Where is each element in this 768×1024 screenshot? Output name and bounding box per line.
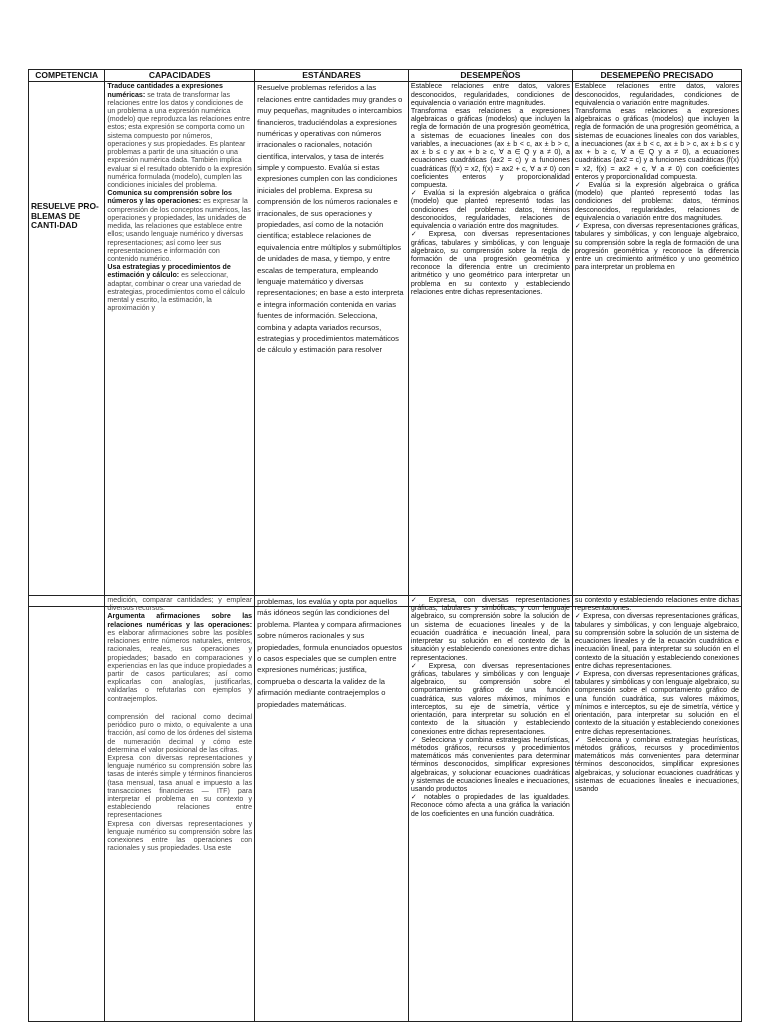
capacidad-body: comprensión del racional como decimal periódico puro o mixto, o equivalente a una fracción, así como de los órdenes del sistema de numeración decimal y cómo este determina el valor posicional de las cifras.	[107, 712, 253, 754]
desempenos-text	[411, 82, 570, 486]
header-desempenos: DESEMPEÑOS	[408, 70, 572, 82]
capacidad-body: Expresa con diversas representaciones y lenguaje numérico su comprensión sobre las tasas de interés simple y términos financieros (tasa mensual, tasa anual e impuesto a las transacciones financieras — ITF) para interpretar el problema en su contexto y estableciendo relaciones entre representaciones	[107, 753, 253, 820]
desempeno-item: Transforma esas relaciones a expresiones algebraicas o gráficas (modelos) que incluyen la regla de formación de una progresión geométrica, a sistemas de ecuaciones lineales con dos variables, a inecuaciones (ax ± b < c, ax ± b > c, ax ± b ≤ c y ax + b ≥ c, ∀ a ∈ Q y a ≠ 0), a ecuaciones cuadráticas (ax2 = c) y a funciones cuadráticas (f(x) = x2, f(x) = ax2 + c, ∀ a ≠ 0) con coeficientes enteros y proporcionalidad compuesta.	[410, 107, 570, 189]
precisado-text	[575, 82, 739, 486]
desempeno-item-checked: ✓ Expresa, con diversas representaciones gráficas, tabulares y simbólicas, y con lenguaje algebraico, su comprensión sobre la solución de un sistema de ecuaciones lineales y de la ecuación cuadrática e inecuación lineal, para interpretar su solución en el contexto de la situación y estableciendo conexiones entre dichas representaciones.	[411, 596, 570, 662]
table-row	[29, 82, 742, 607]
precisado-text	[575, 596, 739, 1021]
competencia-cell	[29, 596, 105, 1022]
desempenos-cell	[408, 82, 572, 607]
capacidad-title: Usa estrategias y procedimientos de estimación y cálculo:	[107, 263, 231, 280]
precisado-item-checked: ✓ Expresa, con diversas representaciones gráficas, tabulares y simbólicas, y con lenguaje algebraico, su comprensión sobre la regla de formación de una progresión geométrica y reconoce la diferencia entre un crecimiento aritmético y uno geométrico para interpretar un problema en	[575, 222, 739, 271]
capacidad-body: se trata de transformar las relaciones entre los datos y condiciones de un problema a una expresión numérica (modelo) que reproduzca las relaciones entre estos; esta expresión se comporta como un sistema compuesto por números, operaciones y sus propiedades. Es plantear problemas a partir de una situación o una expresión numérica dada. También implica evaluar si el resultado obtenido o la expresión numérica formulada (modelo), cumplen las condiciones iniciales del problema.	[107, 90, 252, 189]
capacidad-body: es seleccionar, adaptar, combinar o crear una variedad de estrategias, procedimientos como el cálculo mental y escrito, la estimación, la aproximación y	[107, 271, 245, 313]
precisado-item-checked: ✓ Expresa, con diversas representaciones gráficas, tabulares y simbólicas, y con lenguaje algebraico, su comprensión sobre la solución de un sistema de ecuaciones lineales y de la ecuación cuadrática e inecuación lineal, para interpretar su solución en el contexto de la situación y estableciendo conexiones entre dichas representaciones.	[575, 612, 739, 670]
header-estandares: ESTÁNDARES	[255, 70, 409, 82]
precisado-cell	[572, 596, 741, 1022]
precisado-item-checked: ✓ Evalúa si la expresión algebraica o gráfica (modelo) que planteó representó todas las condiciones del problema: datos, términos desconocidos, regularidades, relaciones de equivalencia o variación entre dos magnitudes.	[575, 181, 739, 222]
estandares-cell	[255, 82, 409, 607]
capacidad-title: Traduce cantidades a expresiones numéricas:	[107, 82, 223, 99]
header-competencia: COMPETENCIA	[29, 70, 105, 82]
capacidad-body: medición, comparar cantidades; y emplear diversos recursos.	[107, 596, 253, 613]
curriculum-table-page-1	[28, 69, 742, 607]
desempeno-item-checked: ✓ Expresa, con diversas representaciones gráficas, tabulares y simbólicas, y con lenguaje algebraico, su comprensión sobre la regla de formación de una progresión geométrica y reconoce la diferencia entre un crecimiento aritmético y uno geométrico para interpretar un problema en su contexto y estableciendo relaciones entre dichas representaciones.	[411, 230, 570, 296]
precisado-item-checked: ✓ Expresa, con diversas representaciones gráficas, tabulares y simbólicas y con lenguaje algebraico, su comprensión sobre el comportamiento gráfico de una función cuadrática, sus valores máximos, mínimos e interceptos, su eje de simetría, vértice y orientación, para interpretar su solución en el contexto de la situación y estableciendo conexiones entre dichas representaciones.	[575, 670, 739, 736]
estandares-cell	[255, 596, 409, 1022]
desempenos-text	[411, 596, 570, 1021]
capacidad-title: Argumenta afirmaciones sobre las relaciones numéricas y las operaciones:	[107, 612, 253, 629]
precisado-item: su contexto y estableciendo relaciones entre dichas representaciones.	[574, 596, 739, 613]
competencia-cell	[29, 82, 105, 607]
desempenos-cell	[408, 596, 572, 1022]
header-row	[29, 70, 742, 82]
estandares-text: problemas, los evalúa y opta por aquellos más idóneos según las condiciones del problema. Plantea y compara afirmaciones sobre números racionales y sus propiedades, formula enunciados opuestos o casos especiales que se cumplen entre expresiones numéricas; justifica, comprueba o descarta la validez de la afirmación mediante contraejemplos o propiedades matemáticas.	[257, 597, 403, 709]
capacidades-cell	[105, 596, 255, 1022]
curriculum-table-page-2	[28, 595, 742, 1022]
capacidades-cell	[105, 82, 255, 607]
capacidad-body: Expresa con diversas representaciones y lenguaje numérico su comprensión sobre las conexiones entre las operaciones con racionales y sus propiedades. Usa este	[107, 819, 253, 853]
capacidad-body: es expresar la comprensión de los conceptos numéricos, las operaciones y propiedades, las unidades de medida, las relaciones que establece entre ellos; usando lenguaje numérico y diversas representaciones; así como leer sus representaciones e información con contenido numérico.	[107, 197, 251, 263]
desempeno-item-checked: ✓ Selecciona y combina estrategias heurísticas, métodos gráficos, recursos y procedimientos matemáticos más convenientes para determinar términos desconocidos, simplificar expresiones algebraicas, y solucionar ecuaciones cuadráticas y sistemas de ecuaciones lineales e inecuaciones, usando productos	[411, 736, 570, 794]
header-desempeno-precisado: DESEMEPEÑO PRECISADO	[572, 70, 741, 82]
estandares-text: Resuelve problemas referidos a las relaciones entre cantidades muy grandes o muy pequeñas, magnitudes o intercambios financieros, traduciéndolas a expresiones numéricas y operativas con números irracionales o racionales, notación científica, intervalos, y tasa de interés simple y compuesto. Evalúa si estas expresiones cumplen con las condiciones iniciales del problema. Expresa su comprensión de los números racionales e irracionales, de sus operaciones y propiedades, así como de la notación científica; establece relaciones de equivalencia entre múltiplos y submúltiplos de unidades de masa, y tiempo, y entre escalas de temperatura, empleando lenguaje matemático y diversas representaciones; en base a esto interpreta e integra información contenida en varias fuentes de información. Selecciona, combina y adapta variados recursos, estrategias y procedimientos matemáticos de cálculo y estimación para resolver	[257, 83, 404, 355]
capacidad-title: Comunica su comprensión sobre los números y las operaciones:	[107, 189, 232, 206]
desempeno-item-checked: ✓ Expresa, con diversas representaciones gráficas, tabulares y simbólicas y con lenguaje algebraico, su comprensión sobre el comportamiento gráfico de una función cuadrática, sus valores máximos, mínimos e interceptos, su eje de simetría, vértice y orientación, para interpretar su solución en el contexto de la situación y estableciendo conexiones entre dichas representaciones.	[411, 662, 570, 736]
desempeno-item-checked: ✓ notables o propiedades de las igualdades. Reconoce cómo afecta a una gráfica la variación de los coeficientes en una función cuadrática.	[411, 793, 570, 818]
competencia-empty	[31, 596, 102, 1021]
capacidades-text	[107, 596, 252, 1021]
precisado-item: Transforma esas relaciones a expresiones algebraicas o gráficas (modelos) que incluyen la regla de formación de una progresión geométrica, a sistemas de ecuaciones lineales con dos variables, a inecuaciones (ax ± b < c, ax ± b > c, ax ± b ≤ c y ax + b ≥ c, ∀ a ∈ Q y a ≠ 0), a ecuaciones cuadráticas (ax2 = c) y a funciones cuadráticas (f(x) = x2, f(x) = ax2 + c, ∀ a ≠ 0) con coeficientes enteros y proporcionalidad compuesta.	[574, 107, 739, 181]
competencia-label: RESUELVE PRO-BLEMAS DE CANTI-DAD	[31, 201, 99, 231]
precisado-item-checked: ✓ Selecciona y combina estrategias heurísticas, métodos gráficos, recursos y procedimientos matemáticos más convenientes para determinar términos desconocidos, simplificar expresiones algebraicas, y solucionar ecuaciones cuadráticas y sistemas de ecuaciones lineales e inecuaciones, usando	[575, 736, 739, 794]
precisado-item: Establece relaciones entre datos, valores desconocidos, regularidades, condiciones de equivalencia o variación entre magnitudes.	[574, 82, 739, 107]
desempeno-item: Establece relaciones entre datos, valores desconocidos, regularidades, condiciones de equivalencia o variación entre magnitudes.	[410, 82, 570, 107]
capacidades-text	[107, 82, 252, 486]
header-capacidades: CAPACIDADES	[105, 70, 255, 82]
table-row	[29, 596, 742, 1022]
desempeno-item-checked: ✓ Evalúa si la expresión algebraica o gráfica (modelo) que planteó representó todas las condiciones del problema: datos, términos desconocidos, regularidades, relaciones de equivalencia o variación entre dos magnitudes.	[411, 189, 570, 230]
capacidad-body: es elaborar afirmaciones sobre las posibles relaciones entre números naturales, enteros, racionales, reales, sus operaciones y propiedades; basado en comparaciones y experiencias en las que induce propiedades a partir de casos particulares; así como explicarlas con analogías, justificarlas, validarlas o refutarlas con ejemplos y contraejemplos.	[107, 628, 253, 703]
precisado-cell	[572, 82, 741, 607]
